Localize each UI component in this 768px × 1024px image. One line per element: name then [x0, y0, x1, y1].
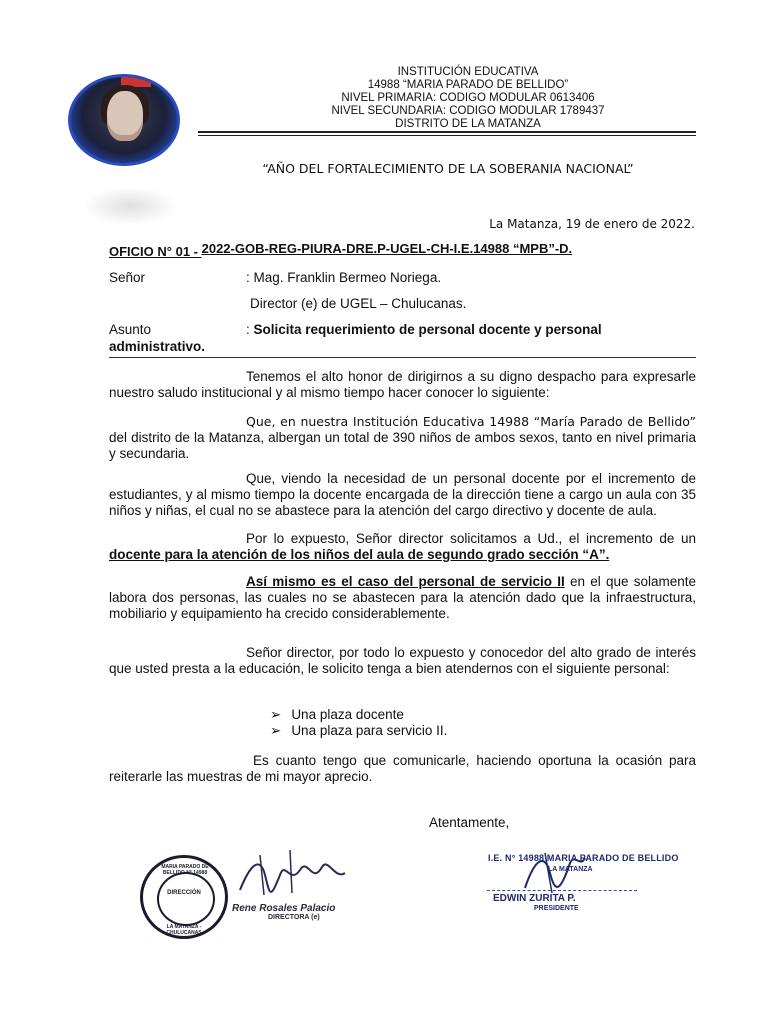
header-rule: [198, 131, 696, 133]
paragraph-3-text: Que, viendo la necesidad de un personal docente por el incremento de estudiantes, y al mismo tiempo la docente encargada de la dirección tiene a cargo un aula con 35 niños y niñas, el cual no se abastece para la atención del cargo directivo y docente de aula.: [109, 471, 696, 518]
paragraph-2-lead: Que, en nuestra Institución Educativa 14988 “María Parado de Bellido”: [246, 414, 696, 429]
letter-date: La Matanza, 19 de enero de 2022.: [489, 217, 695, 231]
header-line: NIVEL PRIMARIA: CODIGO MODULAR 0613406: [341, 92, 595, 104]
header-line: DISTRITO DE LA MATANZA: [395, 118, 541, 130]
addressee-label: Señor: [109, 270, 146, 285]
institution-logo: [68, 74, 180, 166]
seal-bottom-text: LA MATANZA - CHULUCANAS: [166, 924, 202, 936]
addressee-name: : Mag. Franklin Bermeo Noriega.: [246, 270, 442, 285]
paragraph-7: [109, 753, 696, 785]
president-name: EDWIN ZURITA P.: [493, 893, 576, 904]
subject-label: Asunto: [109, 322, 152, 337]
paragraph-3: [109, 471, 696, 519]
closing-salutation: Atentamente,: [429, 815, 510, 830]
president-role: PRESIDENTE: [534, 905, 579, 912]
list-item: [270, 723, 447, 739]
subject-line: [246, 322, 602, 337]
paragraph-1: [109, 369, 696, 401]
paragraph-5-emphasis: Así mismo es el caso del personal de servicio II: [246, 574, 565, 589]
oficio-code: 2022-GOB-REG-PIURA-DRE.P-UGEL-CH-I.E.14988 “MPB”-D.: [201, 241, 573, 256]
seal-center-text: DIRECCIÓN: [167, 890, 201, 896]
paragraph-4-text: Por lo expuesto, Señor director solicitamos a Ud., el incremento de un: [246, 531, 696, 546]
oficio-prefix: OFICIO N° 01 -: [109, 244, 202, 259]
header-rule-thin: [198, 135, 696, 136]
subject-text-cont: administrativo.: [109, 339, 206, 354]
institution-header: [300, 66, 636, 131]
director-signature-icon: [230, 845, 350, 905]
president-stamp-rule: [487, 890, 637, 891]
paragraph-5-text: en el que solamente labora dos personas, las cuales no se abastecen para la atención dado que la infraestructura, mobiliario y equipamiento ha crecido considerablemente.: [109, 574, 696, 621]
president-stamp-line2: LA MATANZA: [548, 866, 593, 873]
subject-text: Solicita requerimiento de personal docente y personal: [253, 322, 602, 337]
paragraph-4: [109, 531, 696, 563]
paragraph-1-text: Tenemos el alto honor de dirigirnos a su digno despacho para expresarle nuestro saludo institucional y al mismo tiempo hacer conocer lo siguiente:: [109, 369, 696, 400]
paragraph-4-emphasis: docente para la atención de los niños del aula de segundo grado sección “A”.: [109, 547, 610, 562]
paragraph-2: [109, 414, 696, 462]
director-seal: [140, 855, 228, 939]
header-line: INSTITUCIÓN EDUCATIVA: [397, 66, 539, 78]
subject-colon: :: [246, 322, 254, 337]
paragraph-5: [109, 574, 696, 622]
list-item-text: Una plaza docente: [291, 707, 404, 722]
list-item-text: Una plaza para servicio II.: [291, 723, 448, 738]
header-line: 14988 “MARIA PARADO DE BELLIDO”: [367, 79, 569, 91]
year-slogan: “AÑO DEL FORTALECIMIENTO DE LA SOBERANIA NACIONAL”: [262, 161, 634, 176]
seal-inner-ring: [157, 872, 215, 926]
arrow-bullet-icon: ➢: [270, 707, 282, 722]
header-line: NIVEL SECUNDARIA: CODIGO MODULAR 1789437: [331, 105, 605, 117]
paragraph-7-text: Es cuanto tengo que comunicarle, haciendo oportuna la ocasión para reiterarle las muestras de mi mayor aprecio.: [109, 753, 696, 784]
addressee-role: Director (e) de UGEL – Chulucanas.: [250, 296, 467, 311]
director-name: Rene Rosales Palacio: [232, 903, 336, 914]
president-stamp-line1: I.E. N° 14988 MARIA PARADO DE BELLIDO: [488, 853, 679, 863]
subject-rule: [109, 357, 696, 358]
paragraph-6-text: Señor director, por todo lo expuesto y conocedor del alto grado de interés que usted presta a la educación, le solicito tenga a bien atendernos con el siguiente personal:: [109, 645, 696, 676]
request-list: [270, 707, 447, 739]
oficio-number: [109, 241, 573, 259]
arrow-bullet-icon: ➢: [270, 723, 282, 738]
director-role: DIRECTORA (e): [268, 914, 320, 921]
list-item: [270, 707, 447, 723]
paragraph-6: [109, 645, 696, 677]
logo-shadow: [82, 186, 178, 226]
portrait-icon: [107, 91, 143, 141]
seal-ring-text: MARIA PARADO DE BELLIDO N° 14988: [161, 864, 209, 876]
paragraph-2-rest: del distrito de la Matanza, albergan un total de 390 niños de ambos sexos, tanto en nivel primaria y secundaria.: [109, 430, 696, 461]
